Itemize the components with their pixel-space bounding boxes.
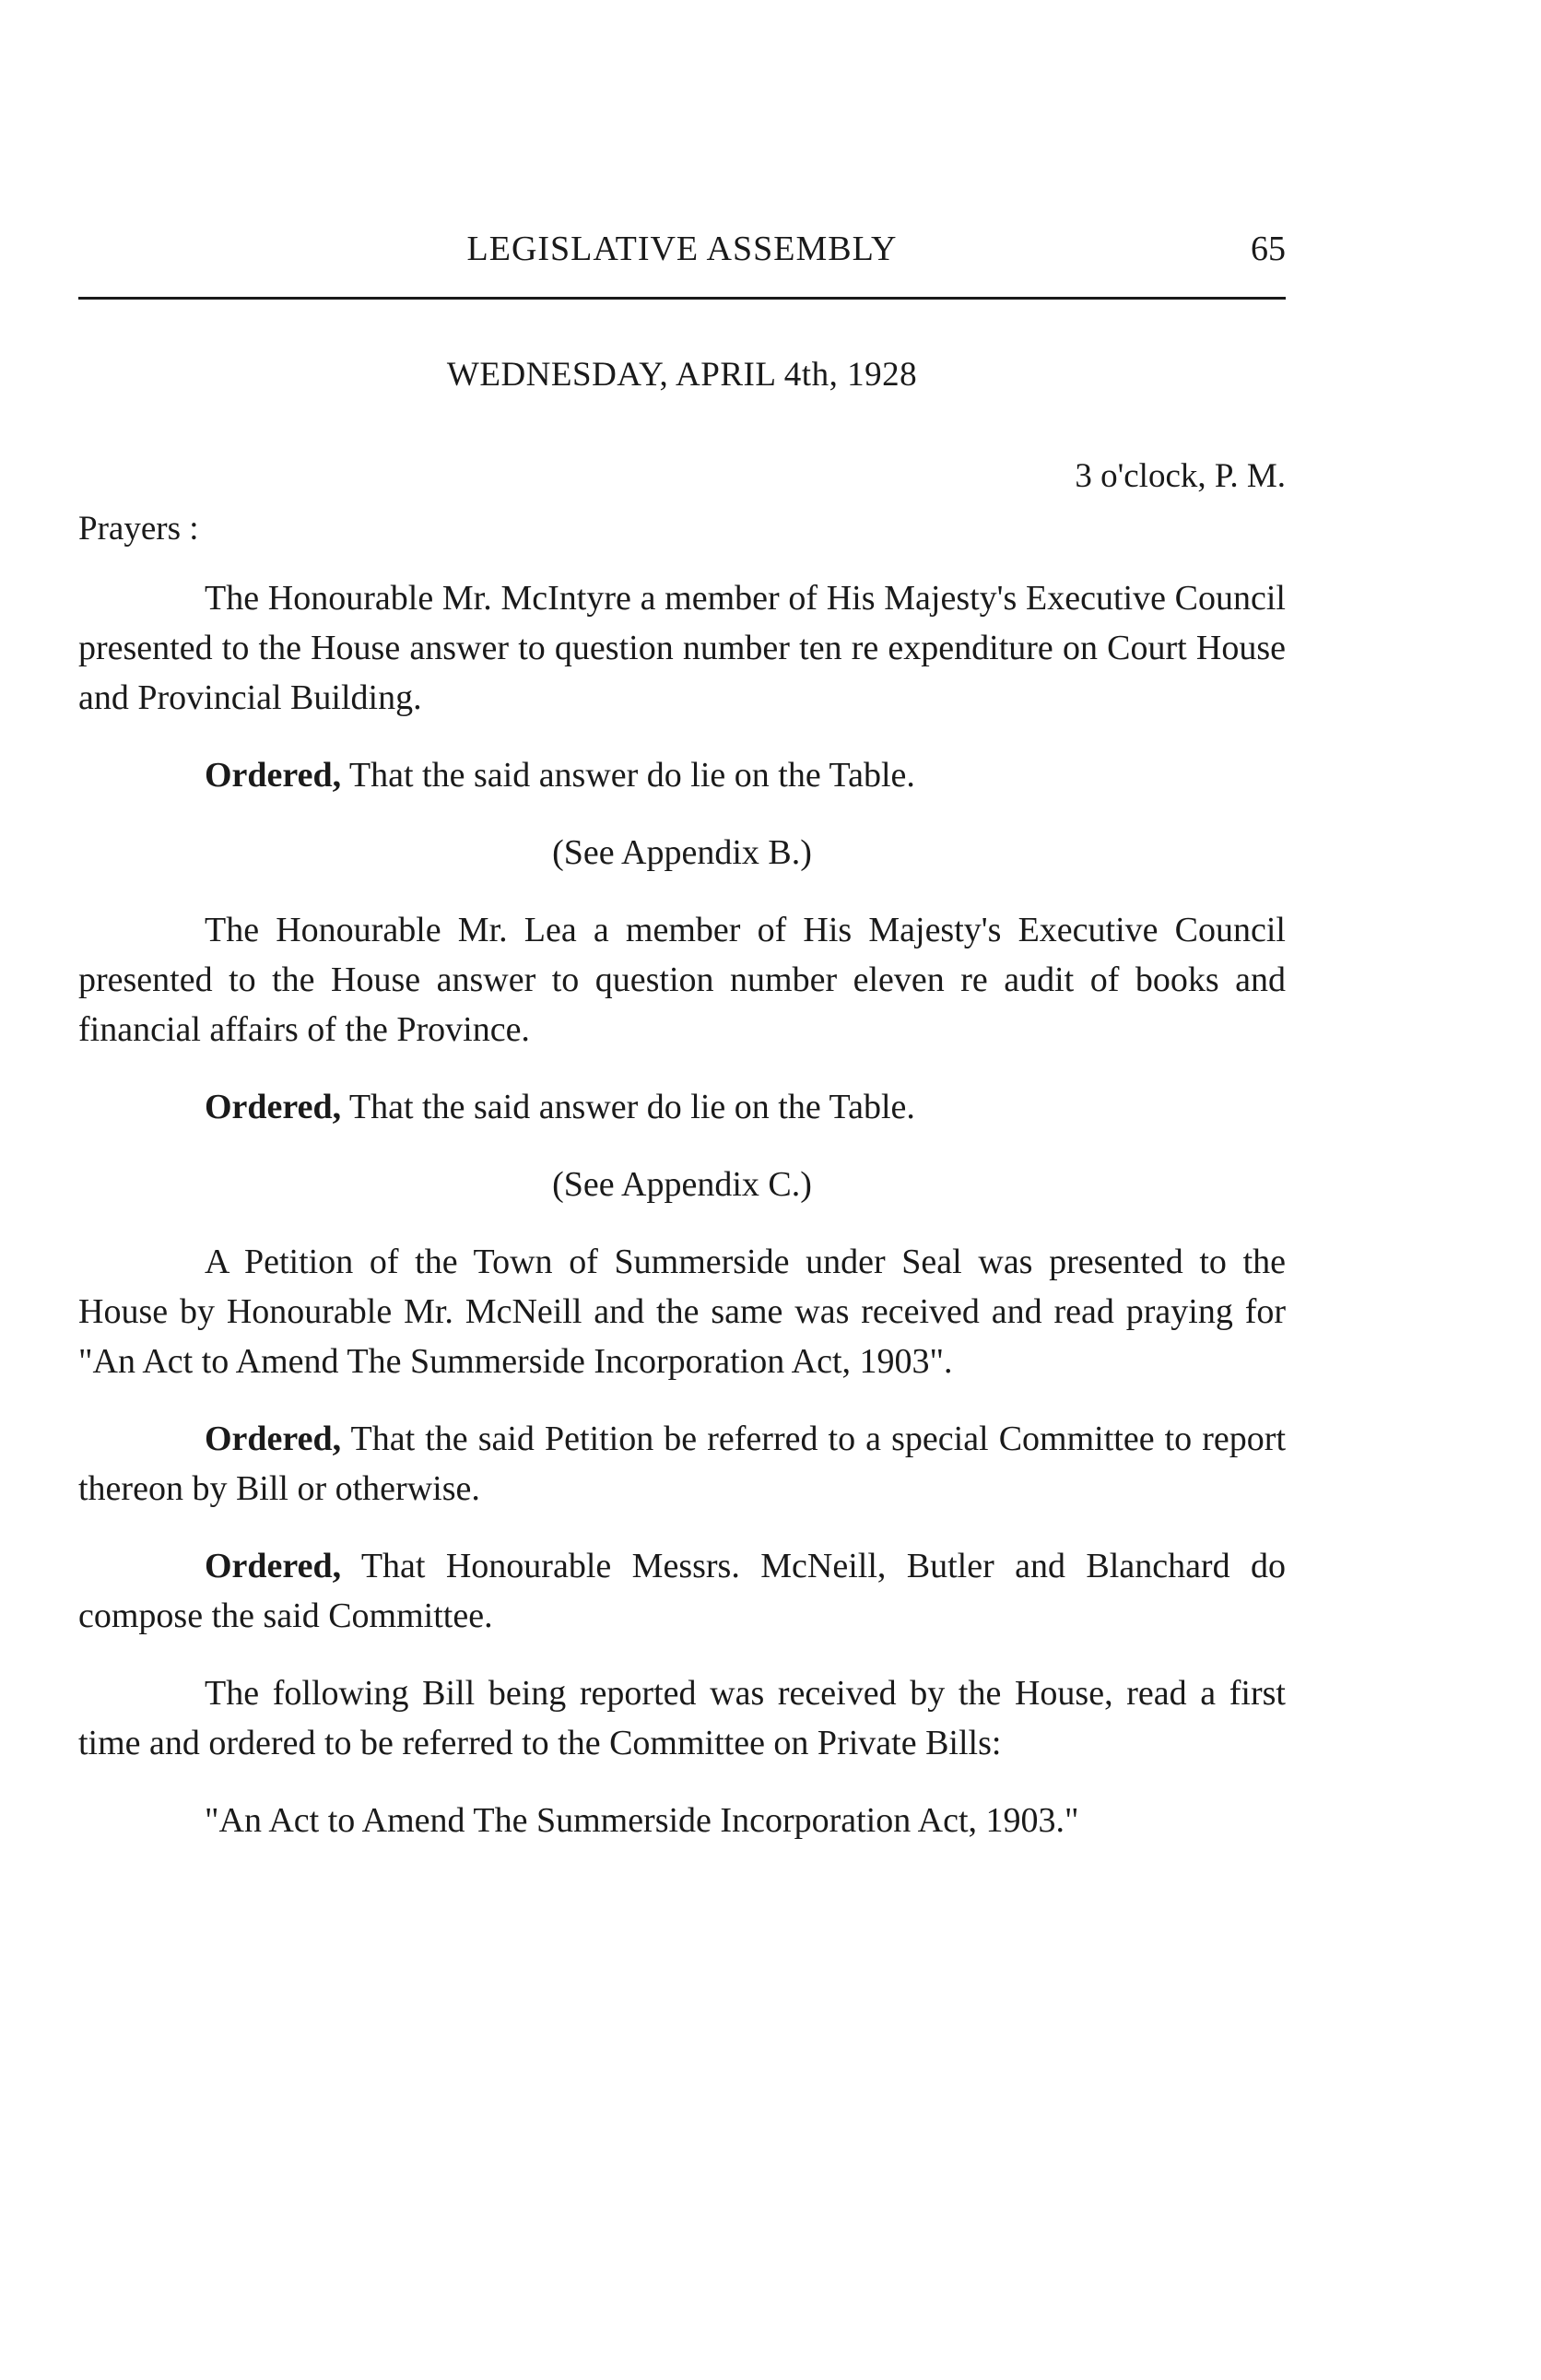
appendix-reference-b: [78, 828, 1286, 878]
paragraph-answer-question-ten: [78, 573, 1286, 723]
paragraph-text: "An Act to Amend The Summerside Incorporation Act, 1903.": [205, 1801, 1079, 1840]
paragraph-text: That Honourable Messrs. McNeill, Butler and Blanchard do compose the said Committee.: [78, 1547, 1286, 1635]
paragraph-ordered-table-2: [78, 1082, 1286, 1132]
paragraph-text: A Petition of the Town of Summerside under Seal was presented to the House by Honourable Mr. McNeill and the same was received and read praying for "An Act to Amend The Summerside Incorporation Act, 1903".: [78, 1243, 1286, 1381]
paragraph-text: The Honourable Mr. Lea a member of His Majesty's Executive Council presented to the House answer to question number eleven re audit of books and financial affairs of the Province.: [78, 911, 1286, 1049]
header-rule: [78, 297, 1286, 300]
paragraph-text: That the said answer do lie on the Table.: [341, 1088, 915, 1126]
ordered-label: Ordered,: [205, 756, 342, 795]
paragraph-petition: [78, 1237, 1286, 1386]
paragraph-text: That the said answer do lie on the Table.: [341, 756, 915, 795]
ordered-label: Ordered,: [205, 1088, 342, 1126]
paragraph-text: That the said Petition be referred to a special Committee to report thereon by Bill or otherwise.: [78, 1420, 1286, 1508]
sitting-date: WEDNESDAY, APRIL 4th, 1928: [446, 356, 918, 394]
paragraph-answer-question-eleven: [78, 905, 1286, 1055]
proceedings-body: [78, 573, 1286, 1845]
appendix-reference-c: [78, 1160, 1286, 1209]
paragraph-text: (See Appendix B.): [552, 833, 812, 872]
paragraph-ordered-table-1: [78, 750, 1286, 800]
prayers-heading: Prayers :: [78, 510, 199, 548]
running-title: LEGISLATIVE ASSEMBLY: [466, 230, 898, 268]
ordered-label: Ordered,: [205, 1420, 342, 1458]
paragraph-text: The following Bill being reported was received by the House, read a first time and ordered to be referred to the Committee on Private Bills:: [78, 1674, 1286, 1762]
ordered-label: Ordered,: [205, 1547, 342, 1585]
sitting-time: 3 o'clock, P. M.: [1075, 457, 1286, 495]
page-number: 65: [1251, 230, 1286, 268]
paragraph-text: The Honourable Mr. McIntyre a member of His Majesty's Executive Council presented to the House answer to question number ten re expenditure on Court House and Provincial Building.: [78, 579, 1286, 717]
paragraph-ordered-committee-referral: [78, 1414, 1286, 1514]
paragraph-bill-reported: [78, 1668, 1286, 1768]
paragraph-ordered-committee-members: [78, 1541, 1286, 1641]
page-header: [78, 229, 1286, 284]
bill-title: [78, 1796, 1286, 1845]
paragraph-text: (See Appendix C.): [552, 1165, 812, 1204]
